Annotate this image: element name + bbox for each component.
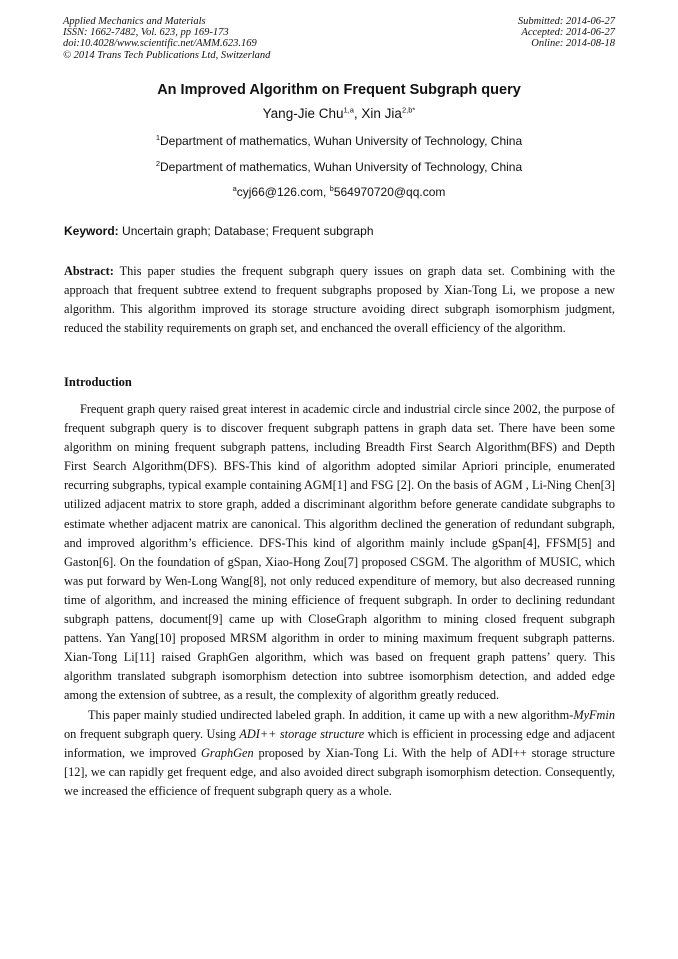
affiliation-1 — [0, 134, 678, 148]
author-separator: , — [353, 106, 362, 121]
author-emails — [0, 185, 678, 199]
submitted-date: Submitted: 2014-06-27 — [517, 16, 615, 27]
publication-info — [63, 16, 270, 61]
affiliation-1-text: Department of mathematics, Wuhan University of Technology, China — [159, 134, 523, 148]
p2-part-d: proposed by Xian-Tong Li. With the help of ADI++ storage structure [12], we can rapidly get frequent edge, and also avoided direct subgraph isomorphism detection. Consequently, we increased the efficience of frequent subgraph query as a whole. — [64, 745, 615, 798]
copyright-line: © 2014 Trans Tech Publications Ltd, Switzerland — [63, 49, 271, 61]
keyword-label: Keyword: — [64, 224, 119, 238]
email-b-sup: b — [329, 184, 334, 193]
p2-em-adi: ADI++ storage structure — [239, 726, 365, 741]
p2-part-b: on frequent subgraph query. Using — [64, 726, 240, 741]
journal-header — [63, 16, 615, 61]
introduction-heading: Introduction — [64, 375, 132, 389]
introduction-body — [64, 400, 615, 801]
abstract-text: This paper studies the frequent subgraph query issues on graph data set. Combining with the approach that frequent subtree extend to frequent subgraphs proposed by Xian-Tong Li, we propose a new algorithm. This algorithm improved its storage structure avoiding direct subgraph isomorphism judgment, reduced the stability requirements on graph set, and enchanced the overall efficiency of the algorithm. — [64, 264, 615, 336]
email-a[interactable]: cyj66@126.com, — [236, 185, 330, 199]
abstract — [64, 262, 615, 338]
author-1-sup: 1,a — [343, 105, 354, 115]
journal-name: Applied Mechanics and Materials — [63, 16, 206, 27]
affiliation-1-sup: 1 — [155, 133, 160, 142]
author-2: Xin Jia — [361, 106, 402, 121]
author-line — [0, 106, 678, 121]
online-date: Online: 2014-08-18 — [531, 38, 615, 50]
p2-part-a: This paper mainly studied undirected labeled graph. In addition, it came up with a new algorithm- — [88, 707, 574, 722]
author-1: Yang-Jie Chu — [262, 106, 344, 121]
affiliation-2-text: Department of mathematics, Wuhan University of Technology, China — [159, 160, 523, 174]
p2-em-graphgen: GraphGen — [201, 745, 254, 760]
paper-title: An Improved Algorithm on Frequent Subgraph query — [157, 82, 521, 98]
affiliation-2 — [0, 160, 678, 174]
author-2-sup: 2,b* — [401, 105, 416, 115]
dates-info — [518, 16, 615, 50]
accepted-date: Accepted: 2014-06-27 — [521, 27, 615, 39]
keyword-text: Uncertain graph; Database; Frequent subgraph — [118, 224, 374, 238]
p2-em-myfmin: MyFmin — [573, 707, 615, 722]
p2-part-c: which is efficient in processing edge and adjacent information, we improved — [64, 726, 615, 760]
email-a-sup: a — [232, 184, 237, 193]
intro-paragraph-2 — [64, 706, 615, 801]
affiliation-2-sup: 2 — [155, 159, 160, 168]
doi-line: doi:10.4028/www.scientific.net/AMM.623.169 — [63, 38, 257, 50]
intro-paragraph-1: Frequent graph query raised great interest in academic circle and industrial circle since 2002, the purpose of frequent subgraph query is to discover frequent subgraph pattens in graph data set. There have been some algorithm on mining frequent subgraph pattens, including Breadth First Search Algorithm(BFS) and Depth First Search Algorithm(DFS). BFS-This kind of algorithm adopted similar Apriori principle, enumerated recurring subgraphs, typical example containing AGM[1] and FSG [2]. On the basis of AGM , Li-Ning Chen[3] utilized adjacent matrix to store graph, added a discriminant algorithm before generate candidate subgraphs to estimate whether adjacent matrix are canonical. This algorithm declined the generation of redundant subgraph, and improved algorithm’s efficience. DFS-This kind of algorithm mainly include gSpan[4], FFSM[5] and Gaston[6]. On the foundation of gSpan, Xiao-Hong Zou[7] proposed CSGM. The algorithm of MUSIC, which was put forward by Wen-Long Wang[8], not only reduced expenditure of memory, but also decreased running time of algorithm, and increased the mining efficience of frequent subgraph. In order to declining redundant subgraph pattens, document[9] came up with CloseGraph algorithm to mining closed frequent subgraph pattens. Yan Yang[10] proposed MRSM algorithm in order to mining maximum frequent subgraph patterns. Xian-Tong Li[11] raised GraphGen algorithm, which was based on frequent graph pattens’ query. This algorithm translated subgraph isomorphism detection into subtree isomorphism detection, and added edge among the extension of subtree, as a result, the complexity of algorithm greatly reduced. — [64, 402, 615, 703]
issn-line: ISSN: 1662-7482, Vol. 623, pp 169-173 — [63, 27, 229, 39]
email-b[interactable]: 564970720@qq.com — [333, 185, 446, 199]
keywords — [64, 224, 616, 238]
abstract-label: Abstract: — [64, 264, 114, 278]
